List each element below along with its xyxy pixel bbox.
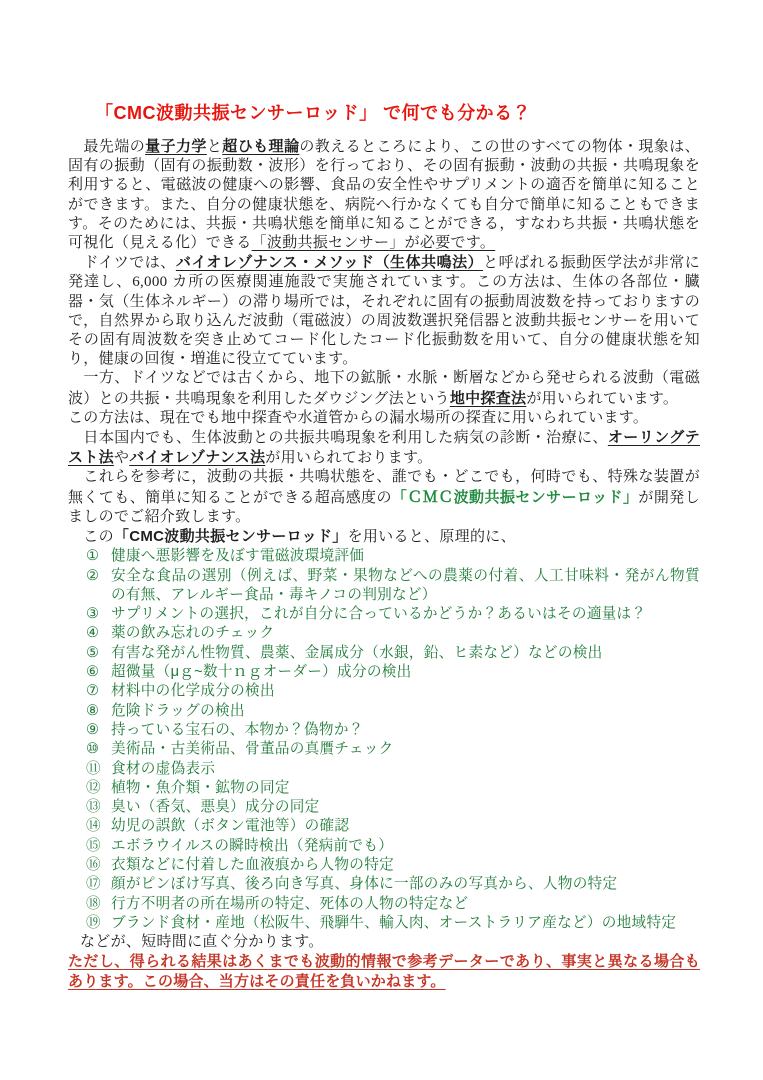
term-wave-resonance-sensor: 「波動共振センサー」が必要です。 bbox=[251, 235, 496, 252]
item-number: ⑱ bbox=[86, 895, 101, 912]
paragraph-japan-methods bbox=[68, 428, 700, 468]
item-number: ⑥ bbox=[86, 664, 100, 681]
item-number: ⑨ bbox=[86, 721, 100, 738]
term-underground-survey: 地中探査法 bbox=[449, 389, 527, 407]
item-number: ③ bbox=[86, 606, 100, 623]
list-item bbox=[68, 721, 700, 740]
paragraph-list-lead bbox=[68, 527, 700, 547]
list-item bbox=[68, 875, 700, 894]
item-text: 超微量（μｇ~数十ｎｇオーダー）成分の検出 bbox=[111, 664, 412, 681]
term-superstring-theory: 超ひも理論 bbox=[222, 139, 300, 155]
text-run: ドイツでは、 bbox=[68, 255, 176, 272]
item-text: 臭い（香気、悪臭）成分の同定 bbox=[111, 799, 320, 816]
item-text: 衣類などに付着した血液痕から人物の特定 bbox=[111, 857, 394, 874]
item-text: ブランド食材・産地（松阪牛、飛騨牛、輸入肉、オーストラリア産など）の地域特定 bbox=[111, 914, 677, 931]
item-number: ⑧ bbox=[86, 702, 100, 719]
term-cmc-sensor-rod-green: 「ＣＭＣ波動共振センサーロッド」 bbox=[391, 488, 639, 506]
item-number: ⑤ bbox=[86, 644, 100, 661]
paragraph-current-use bbox=[68, 409, 700, 428]
term-o-ring-test: オーリングテスト法 bbox=[68, 429, 700, 467]
text-run: 日本国内でも、生体波動との共振共鳴現象を利用した病気の診断・治療に、 bbox=[68, 430, 608, 447]
term-cmc-sensor-rod-bold: 「CMC波動共振センサーロッド」 bbox=[113, 528, 348, 546]
text-run: が用いられています。 bbox=[526, 390, 679, 407]
text-run: を用いると、原理的に、 bbox=[347, 529, 516, 546]
item-text: サプリメントの選択，これが自分に合っているかどうか？あるいはその適量は？ bbox=[111, 606, 647, 623]
term-quantum-mechanics: 量子力学 bbox=[145, 139, 207, 155]
item-text: 薬の飲み忘れのチェック bbox=[111, 625, 275, 642]
list-item bbox=[68, 817, 700, 836]
list-item bbox=[68, 663, 700, 682]
list-item bbox=[68, 914, 700, 933]
text-run: の教えるところにより、この世のすべての物体・現象は、固有の振動（固有の振動数・波形）を行っており、その固有振動・波動の共振・共鳴現象を利用すると、電磁波の健康への影響、食品の安全性やサプリメントの適否を簡単に知ることができます。また、自分の健康状態を、病院へ行かなくても自分で簡単に知ることもできます。そのためには、共振・共鳴状態を簡単に知ることができる，すなわち共振・共鳴状態を可視化（見える化）できる bbox=[68, 139, 700, 252]
list-item bbox=[68, 547, 700, 566]
list-item bbox=[68, 837, 700, 856]
item-text: 美術品・古美術品、骨董品の真贋チェック bbox=[111, 741, 394, 758]
list-item bbox=[68, 895, 700, 914]
item-text: 材料中の化学成分の検出 bbox=[111, 683, 275, 700]
text-run: 一方、ドイツなどでは古くから、地下の鉱脈・水脈・断層などから発せられる波動（電磁波）との共振・共鳴現象を利用したダウジング法という bbox=[68, 370, 700, 407]
paragraph-dowsing bbox=[68, 369, 700, 408]
item-number: ② bbox=[86, 567, 100, 584]
text-run: 最先端の bbox=[68, 139, 146, 155]
item-text: 植物・魚介類・鉱物の同定 bbox=[111, 779, 290, 796]
item-number: ⑪ bbox=[86, 760, 101, 777]
item-text: 幼児の誤飲（ボタン電池等）の確認 bbox=[111, 818, 350, 835]
disclaimer-text: ただし、得られる結果はあくまでも波動的情報で参考データーであり、事実と異なる場合もあります。この場合、当方はその責任を負いかねます。 bbox=[68, 953, 700, 990]
list-item bbox=[68, 856, 700, 875]
item-number: ⑫ bbox=[86, 779, 101, 796]
item-number: ⑰ bbox=[86, 876, 101, 893]
paragraph-quantum-intro bbox=[68, 138, 700, 253]
item-text: 食材の虚偽表示 bbox=[111, 760, 216, 777]
item-number: ⑮ bbox=[86, 837, 101, 854]
item-number: ⑭ bbox=[86, 818, 101, 835]
item-number: ④ bbox=[86, 625, 100, 642]
list-item bbox=[68, 798, 700, 817]
list-item bbox=[68, 605, 700, 624]
text-run: が用いられております。 bbox=[265, 450, 433, 467]
paragraph-product-intro bbox=[68, 468, 700, 527]
item-number: ⑩ bbox=[86, 741, 100, 758]
list-item bbox=[68, 682, 700, 701]
item-text: 顔がピンぼけ写真、後ろ向き写真、身体に一部のみの写真から、人物の特定 bbox=[111, 876, 618, 893]
item-number: ⑯ bbox=[86, 857, 101, 874]
item-text: 有害な発がん性物質、農薬、金属成分（水銀，鉛、ヒ素など）などの検出 bbox=[111, 644, 603, 661]
item-number: ⑲ bbox=[86, 914, 101, 931]
list-item bbox=[68, 760, 700, 779]
paragraph-germany-bioresonance bbox=[68, 253, 700, 369]
page-title: 「CMC波動共振センサーロッド」 で何でも分かる？ bbox=[95, 103, 532, 123]
item-text: 行方不明者の所在場所の特定、死体の人物の特定など bbox=[111, 895, 469, 912]
text-run: この方法は、現在でも地中探査や水道管からの漏水場所の探査に用いられています。 bbox=[68, 409, 649, 426]
item-text: 危険ドラッグの検出 bbox=[111, 702, 245, 719]
list-item bbox=[68, 740, 700, 759]
item-text: 持っている宝石の、本物か？偽物か？ bbox=[111, 721, 364, 738]
item-text: 安全な食品の選別（例えば、野菜・果物などへの農薬の付着、人工甘味料・発がん物質の有無、アレルギー食品・毒キノコの判別など） bbox=[111, 567, 700, 603]
item-number: ⑬ bbox=[86, 799, 101, 816]
list-item bbox=[68, 567, 700, 606]
term-bioresonance-law: バイオレゾナンス法 bbox=[129, 449, 266, 467]
text-run: が開発しましのでご紹介致します。 bbox=[68, 489, 700, 525]
text-run: と呼ばれる振動医学法が非常に発達し、6,000 カ所の医療関連施設で実施されています。この方法は、生体の各部位・臓器・気（生体ネルギー）の滞り場所では，それぞれに固有の振動周波数を持っておりますので，自然界から取り込んだ波動（電磁波）の周波数選択発信器と波動共振センサーを用いてその固有周波数を突き止めてコード化したコード化振動数を用いて、自分の健康状態を知り，健康の回復・増進に役立てています。 bbox=[68, 255, 701, 368]
item-text: 健康へ悪影響を及ぼす電磁波環境評価 bbox=[111, 548, 365, 565]
text-run: これらを参考に，波動の共振・共鳴状態を、誰でも・どこでも，何時でも、特殊な装置が無くても、簡単に知ることができる超高感度の bbox=[68, 469, 700, 506]
term-bioresonance-method: バイオレゾナンス・メソッド（生体共鳴法） bbox=[175, 254, 484, 272]
text-run: と bbox=[206, 139, 223, 155]
list-item bbox=[68, 624, 700, 643]
closing-line: などが、短時間に直ぐ分かります。 bbox=[80, 934, 324, 951]
capability-list bbox=[68, 547, 700, 933]
item-number: ⑦ bbox=[86, 683, 100, 700]
item-text: エボラウイルスの瞬時検出（発病前でも） bbox=[111, 837, 394, 854]
list-item bbox=[68, 702, 700, 721]
text-run: や bbox=[113, 450, 130, 467]
list-item bbox=[68, 644, 700, 663]
item-number: ① bbox=[86, 548, 100, 565]
text-run: この bbox=[68, 529, 114, 546]
list-item bbox=[68, 779, 700, 798]
